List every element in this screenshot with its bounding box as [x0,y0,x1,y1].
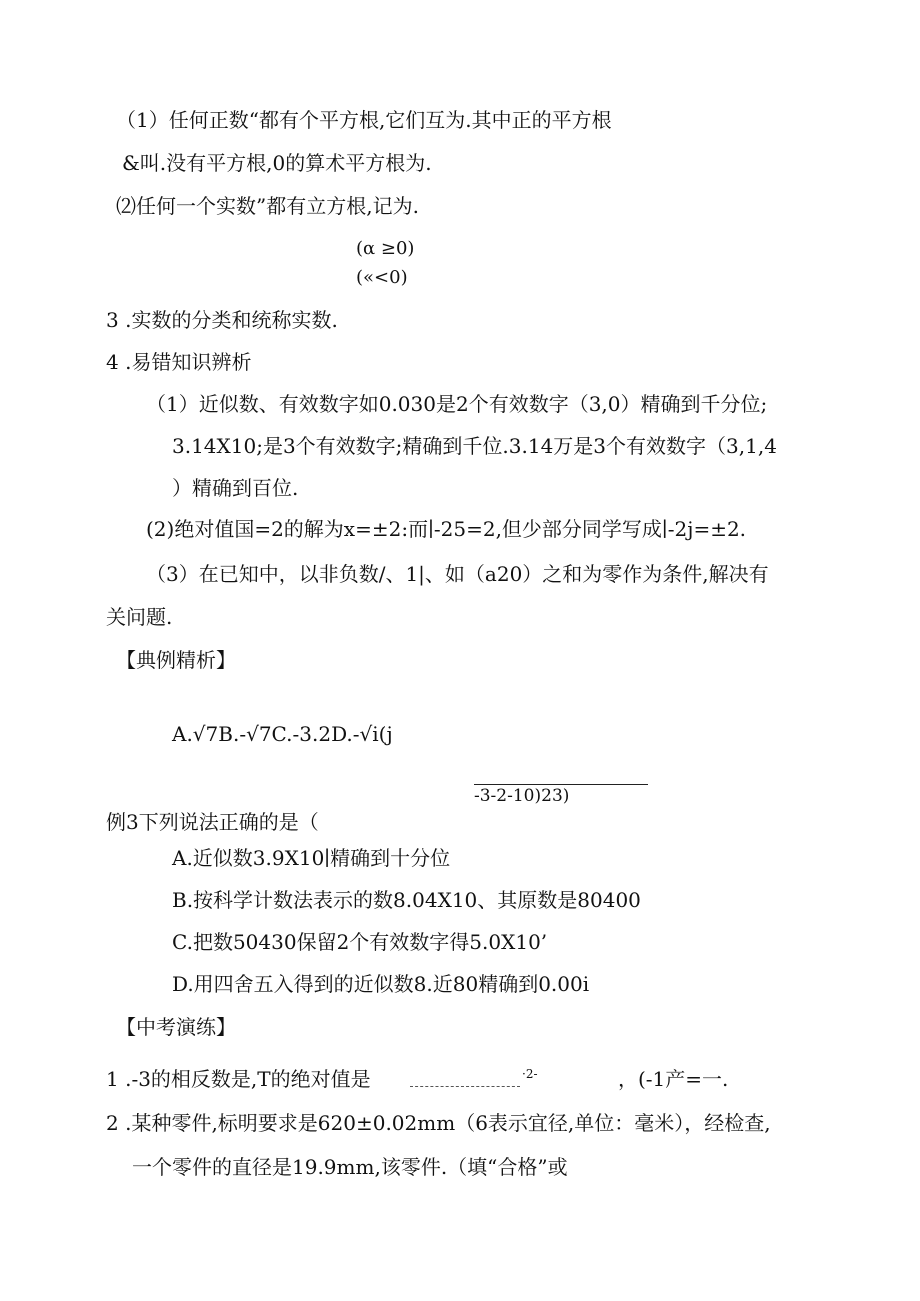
text-line: （3）在已知中，以非负数/、1|、如（a20）之和为零作为条件,解决有 [146,562,769,586]
text-line: (2)绝对值国=2的解为x=±2:而∣-25=2,但少部分同学写成∣-2j=±2. [146,517,747,541]
exercise-line: 1 .-3的相反数是,T的绝对值是 [106,1067,371,1091]
number-line-axis [474,784,648,785]
number-line-labels: -3-2-10)23) [474,786,570,806]
answer-options: A.√7B.-√7C.-3.2D.-√i(j [172,722,393,746]
exercise-line: ，(-1产=一. [618,1067,729,1091]
text-line: （1）任何正数“都有个平方根,它们互为.其中正的平方根 [116,108,612,132]
answer-option: C.把数50430保留2个有效数字得5.0X10’ [172,930,548,954]
formula-line: (α ≥0) [356,238,415,259]
superscript-mark: ·2- [522,1067,538,1081]
text-line: 3.14X10;是3个有效数字;精确到千位.3.14万是3个有效数字（3,1,4 [172,434,777,458]
answer-option: B.按科学计数法表示的数8.04X10、其原数是80400 [172,888,641,912]
section-heading: 4 .易错知识辨析 [106,350,252,374]
exercise-line: 2 .某种零件,标明要求是620±0.02mm（6表示宜径,单位：毫米），经检查, [106,1111,771,1135]
section-heading: 【中考演练】 [116,1015,236,1039]
answer-blank [410,1086,520,1087]
text-line: 关问题. [106,605,173,629]
question-text: 例3下列说法正确的是（ [106,810,319,834]
answer-option: D.用四舍五入得到的近似数8.近80精确到0.00i [172,972,590,996]
section-heading: 【典例精析】 [116,648,236,672]
section-heading: 3 .实数的分类和统称实数. [106,308,338,332]
answer-option: A.近似数3.9X10∣精确到十分位 [172,846,451,870]
formula-line: («<0) [356,267,408,288]
text-line: ⑵任何一个实数”都有立方根,记为. [116,194,419,218]
exercise-line: 一个零件的直径是19.9mm,该零件.（填“合格”或 [132,1155,568,1179]
text-line: &叫.没有平方根,0的算术平方根为. [122,151,432,175]
text-line: （1）近似数、有效数字如0.030是2个有效数字（3,0）精确到千分位; [146,392,768,416]
text-line: ）精确到百位. [172,476,299,500]
